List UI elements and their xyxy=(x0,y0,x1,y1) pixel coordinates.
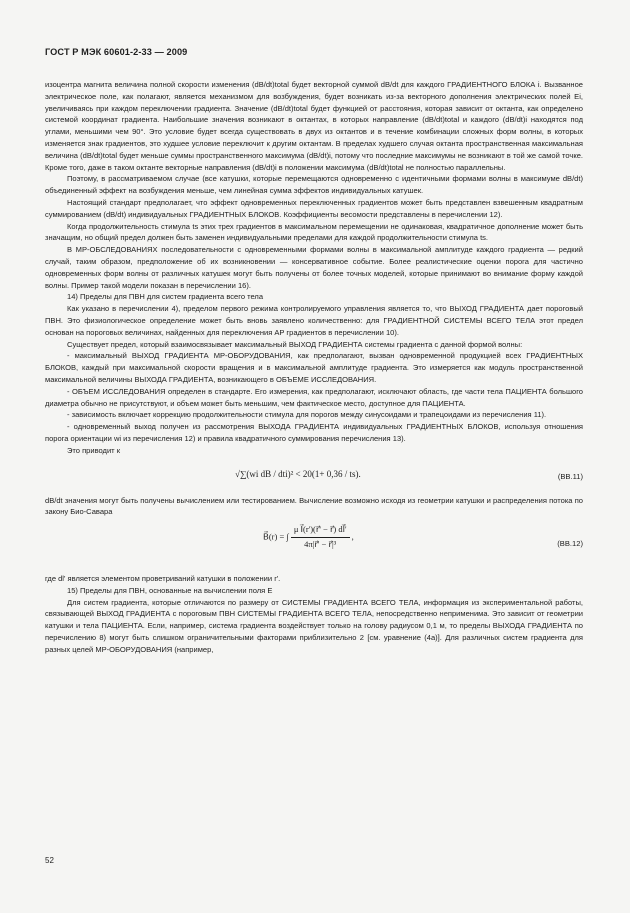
formula-bb12-number: (BB.12) xyxy=(557,539,583,549)
list-item: - максимальный ВЫХОД ГРАДИЕНТА МР-ОБОРУДОВАНИЯ, как предполагают, вызван одновременной продукцией всех ГРАДИЕНТНЫХ БЛОКОВ, каждый при максимальной скорости вращения и в максимальной амплитуде градиента. Это измеряется как модуль пространственной максимальной величины ВЫХОДА ГРАДИЕНТА, возникающего в ОБЪЕМЕ ИССЛЕДОВАНИЯ. xyxy=(45,351,583,384)
formula-bb12-tail: , xyxy=(351,531,354,542)
document-body xyxy=(45,79,583,656)
document-header: ГОСТ Р МЭК 60601-2-33 — 2009 xyxy=(45,47,188,57)
paragraph: Как указано в перечислении 4), пределом первого режима контролируемого управления является то, что ВЫХОД ГРАДИЕНТА дает пороговый ПВН. Это физиологическое определение может быть вновь заявлено количественно: для ГРАДИЕНТНОЙ СИСТЕМЫ ВСЕГО ТЕЛА этот предел основан на пороговых величинах, найденных для переключения AP градиентов в перечислении 10). xyxy=(45,304,583,337)
paragraph: Поэтому, в рассматриваемом случае (все катушки, которые перемещаются одновременно с идентичными формами волны в максимуме dB/dt) объединенный эффект на возбуждения меньше, чем линейная сумма эффектов индивидуальных катушек. xyxy=(45,174,583,196)
formula-bb12 xyxy=(45,518,583,573)
formula-bb12-denominator: 4π|r⃗' − r⃗|³ xyxy=(304,538,337,549)
paragraph: Настоящий стандарт предполагает, что эффект одновременных переключенных градиентов может быть представлен взвешенным квадратным суммированием (dB/dt) индивидуальных ГРАДИЕНТНЫХ БЛОКОВ. Коэффициенты весомости представлены в перечислении 12). xyxy=(45,197,583,219)
section-heading: 15) Пределы для ПВН, основанные на вычислении поля E xyxy=(67,585,273,595)
formula-bb12-lhs: B⃗(r) = ∫ xyxy=(263,531,289,542)
formula-bb12-fraction xyxy=(291,524,350,551)
formula-bb11 xyxy=(45,457,583,495)
paragraph: Существует предел, который взаимосвязывает максимальный ВЫХОД ГРАДИЕНТА системы градиента с данной формой волны: xyxy=(67,339,523,349)
list-item: - одновременный выход получен из рассмотрения ВЫХОДА ГРАДИЕНТА индивидуальных ГРАДИЕНТНЫХ БЛОКОВ, используя отношения порога ориентации wi из перечисления 12) и правила квадратичного суммирования перечисления 13). xyxy=(45,422,583,443)
formula-bb11-expression: √∑(wi dB / dti)² < 20(1+ 0,36 / ts). xyxy=(235,468,361,479)
paragraph: изоцентра магнита величина полной скорости изменения (dB/dt)total будет векторной суммой dB/dt для каждого ГРАДИЕНТНОГО БЛОКА i. Вызванное электрическое поле, как полагают, является механизмом для возбуждения, будет возникать из-за векторного дополнения электрических полей Ei, увеличиваясь при каждом переключении градиента. Значение (dB/dt)total будет функцией от расстояния, которая зависит от октанта, как определено системой координат градиента. Наибольшие значения возникают в октантах, в которых направление (dB/dt)total и каждого (dB/dt)i находятся под углами, меньшими чем 90°. Это условие будет всегда существовать в двух из октантов и в течение комбинации сложных форм волны, в которых изменяется знак градиентов, это худшее условие переключит к другим октантам. В пределах худшего случая октанта пространственная максимальная величина (dB/dt)total будет меньше суммы пространственного максимума (dB/dt)i, потому что последние максимумы не возникают в той же самой точке. Кроме того, даже в таком октанте векторные направления (dB/dt)i в положении максимума (dB/dt)total не полностью параллельны. xyxy=(45,80,583,172)
formula-bb12-numerator: μ I⃗(r')(r⃗' − r⃗) dl⃗' xyxy=(291,524,350,538)
section-heading: 14) Пределы для ПВН для систем градиента всего тела xyxy=(67,292,264,302)
paragraph: Это приводит к xyxy=(67,445,121,455)
formula-bb12-expression xyxy=(263,524,354,551)
list-item: - ОБЪЕМ ИССЛЕДОВАНИЯ определен в стандарте. Его измерения, как предполагают, исключают область, где части тела ПАЦИЕНТА большого диаметра обычно не присутствуют, и объем может быть меньшим, чем фактическое место, доступное для ПАЦИЕНТА. xyxy=(45,386,583,408)
paragraph: Когда продолжительность стимула ts этих трех градиентов в максимальном перемещении не одинаковая, квадратичное дополнение может быть значащим, но общий предел должен быть заменен индивидуальными пределами для каждой продолжительности стимула ts. xyxy=(45,221,583,243)
paragraph: Для систем градиента, которые отличаются по размеру от СИСТЕМЫ ГРАДИЕНТА ВСЕГО ТЕЛА, информация из экспериментальной работы, связывающей ВЫХОД ГРАДИЕНТА с пороговым ПВН СИСТЕМЫ ГРАДИЕНТА ВСЕГО ТЕЛА, непосредственно неприменима. Это зависит от геометрии катушки и тела ПАЦИЕНТА. Если, например, система градиента воздействует только на голову радиусом 0,1 м, то пределы ВЫХОДА ГРАДИЕНТА по перечислению 8) могут быть слишком ограничительными факторами приблизительно 2 [см. уравнение (4a)]. Для различных систем градиента для разных целей МР-ОБОРУДОВАНИЯ (например, xyxy=(45,597,583,654)
list-item: - зависимость включает коррекцию продолжительности стимула для порогов между синусоидами и трапецоидами из перечисления 11). xyxy=(67,410,547,420)
formula-bb11-number: (BB.11) xyxy=(557,471,583,481)
paragraph: где dl' является элементом проветриваний катушки в положении r'. xyxy=(45,574,281,584)
paragraph: dB/dt значения могут быть получены вычислением или тестированием. Вычисление возможно исходя из геометрии катушки и распределения потока по закону Био-Савара xyxy=(45,495,583,517)
paragraph: В МР-ОБСЛЕДОВАНИЯХ последовательности с одновременными формами волны в максимальной амплитуде каждого градиента — редкий случай, таким образом, предположение об их возникновении — консервативное событие. Более реалистические оценки порога для частично одновременных форм волны от различных катушек могут быть получены от более точных моделей, которые принимают во внимание форму каждой волны. Пример такой модели показан в перечислении 16). xyxy=(45,245,583,290)
page-number: 52 xyxy=(45,856,54,865)
